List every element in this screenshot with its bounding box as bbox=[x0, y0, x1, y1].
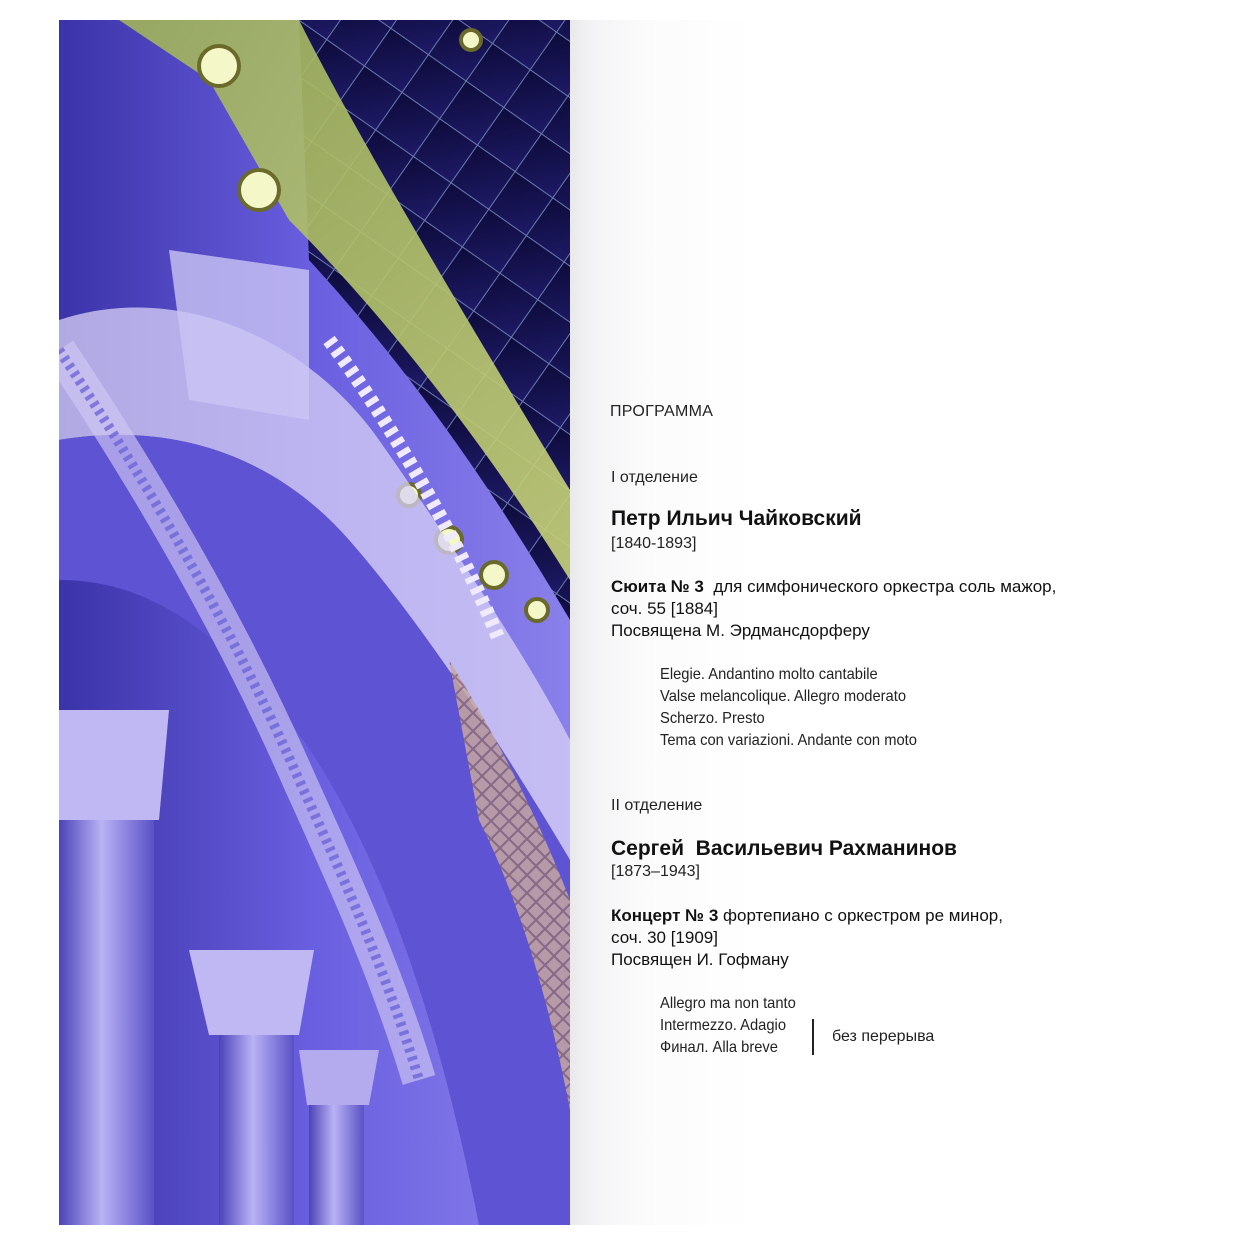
part2-movement: Финал. Alla breve bbox=[660, 1039, 778, 1056]
part1-dedication: Посвящена М. Эрдмансдорферу bbox=[611, 621, 870, 640]
part2-dedication: Посвящен И. Гофману bbox=[611, 950, 789, 969]
part1-work-line1 bbox=[611, 576, 1056, 598]
part1-composer-years: [1840-1893] bbox=[611, 535, 697, 552]
part2-work-description: фортепиано с оркестром ре минор, bbox=[718, 906, 1003, 925]
attacca-bracket bbox=[812, 1019, 814, 1055]
part1-work-title: Сюита № 3 bbox=[611, 577, 704, 596]
part1-movement: Scherzo. Presto bbox=[660, 710, 765, 727]
part2-movement: Intermezzo. Adagio bbox=[660, 1017, 787, 1034]
part1-movement: Tema con variazioni. Andante con moto bbox=[660, 732, 917, 749]
part2-composer-years: [1873–1943] bbox=[611, 863, 700, 880]
part1-movement: Elegie. Andantino molto cantabile bbox=[660, 666, 878, 683]
part1-movement: Valse melancolique. Allegro moderato bbox=[660, 688, 907, 705]
part2-work-line1 bbox=[611, 905, 1003, 927]
part1-section-label: I отделение bbox=[611, 469, 698, 486]
part2-section-label: II отделение bbox=[611, 797, 703, 814]
part2-work-opus: соч. 30 [1909] bbox=[611, 928, 718, 947]
part2-composer: Сергей Васильевич Рахманинов bbox=[611, 837, 957, 860]
part2-work-title: Концерт № 3 bbox=[611, 906, 719, 925]
part2-movement: Allegro ma non tanto bbox=[660, 995, 796, 1012]
interior-photo bbox=[59, 20, 570, 1225]
part1-composer: Петр Ильич Чайковский bbox=[611, 507, 862, 530]
photo-illustration bbox=[59, 20, 570, 1225]
part1-work-opus: соч. 55 [1884] bbox=[611, 599, 718, 618]
attacca-note: без перерыва bbox=[832, 1028, 935, 1045]
part1-work-description: для симфонического оркестра соль мажор, bbox=[703, 577, 1057, 596]
program-heading: ПРОГРАММА bbox=[610, 403, 714, 420]
